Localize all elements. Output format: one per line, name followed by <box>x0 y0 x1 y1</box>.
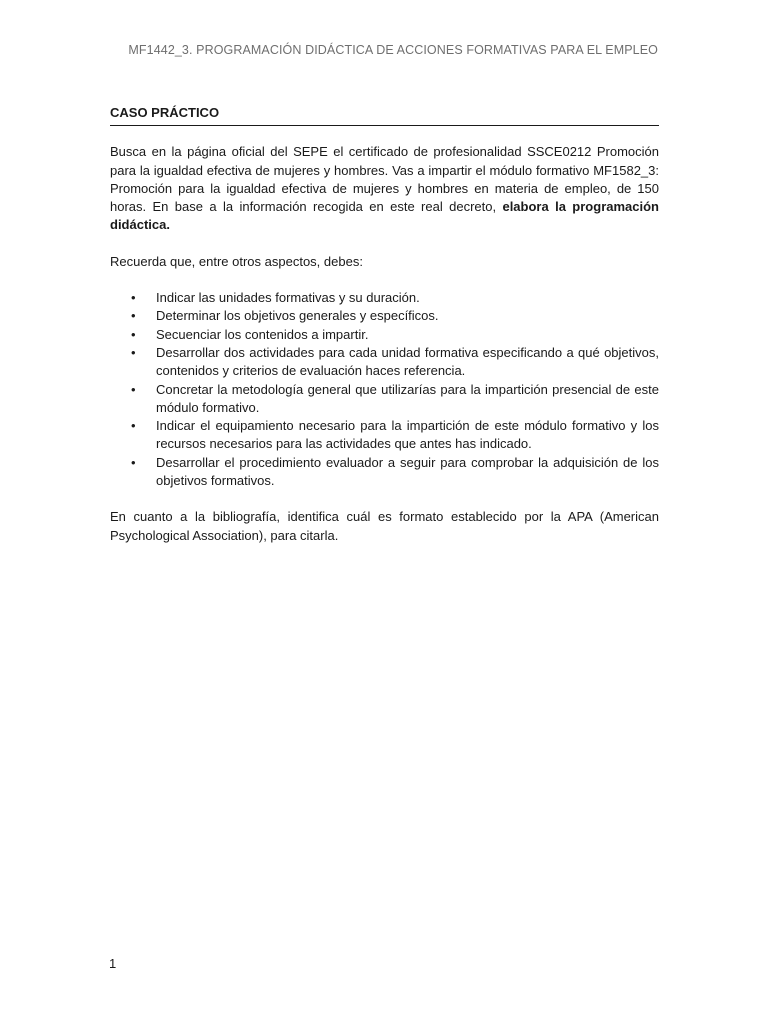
bullet-icon: • <box>131 454 136 470</box>
intro-text: Busca en la página oficial del SEPE el certificado de profesionalidad SSCE0212 Promoción para la igualdad efectiva de mujeres y hombres. Vas a impartir el módulo formativo MF1582_3: Promoción para la igualdad efectiva de mujeres y hombres en materia de empleo, de 150 horas. En base a la información recogida en este real decreto, <box>110 144 659 215</box>
list-item <box>110 381 659 418</box>
list-item <box>110 289 659 307</box>
intro-paragraph <box>110 143 659 234</box>
intro-bold-text: elabora la programación didáctica. <box>110 199 659 233</box>
bullet-icon: • <box>131 344 136 360</box>
list-item <box>110 417 659 454</box>
list-item-text: Secuenciar los contenidos a impartir. <box>156 326 369 342</box>
list-item-text: Determinar los objetivos generales y específicos. <box>156 308 439 324</box>
task-list <box>110 289 659 490</box>
list-item-text: Indicar las unidades formativas y su duración. <box>156 290 420 306</box>
page-number: 1 <box>109 956 117 971</box>
bullet-icon: • <box>131 308 136 324</box>
page-content <box>110 104 659 545</box>
bullet-icon: • <box>131 326 136 342</box>
list-item <box>110 326 659 344</box>
list-item-text: Concretar la metodología general que utilizarías para la impartición presencial de este módulo formativo. <box>156 381 659 415</box>
lead-paragraph: Recuerda que, entre otros aspectos, debes: <box>110 253 363 269</box>
bibliography-paragraph: En cuanto a la bibliografía, identifica cuál es formato establecido por la APA (American Psychological Association), para citarla. <box>110 509 659 543</box>
list-item-text: Indicar el equipamiento necesario para la impartición de este módulo formativo y los recursos necesarios para las actividades que antes has indicado. <box>156 418 659 452</box>
bullet-icon: • <box>131 381 136 397</box>
list-item <box>110 344 659 381</box>
bullet-icon: • <box>131 290 136 306</box>
bullet-icon: • <box>131 418 136 434</box>
list-item <box>110 454 659 491</box>
list-item-text: Desarrollar dos actividades para cada unidad formativa especificando a qué objetivos, contenidos y criterios de evaluación haces referencia. <box>156 344 659 379</box>
list-item <box>110 307 659 325</box>
running-header: MF1442_3. PROGRAMACIÓN DIDÁCTICA DE ACCIONES FORMATIVAS PARA EL EMPLEO <box>128 43 658 57</box>
list-item-text: Desarrollar el procedimiento evaluador a seguir para comprobar la adquisición de los objetivos formativos. <box>156 454 659 489</box>
section-title: CASO PRÁCTICO <box>110 104 659 126</box>
